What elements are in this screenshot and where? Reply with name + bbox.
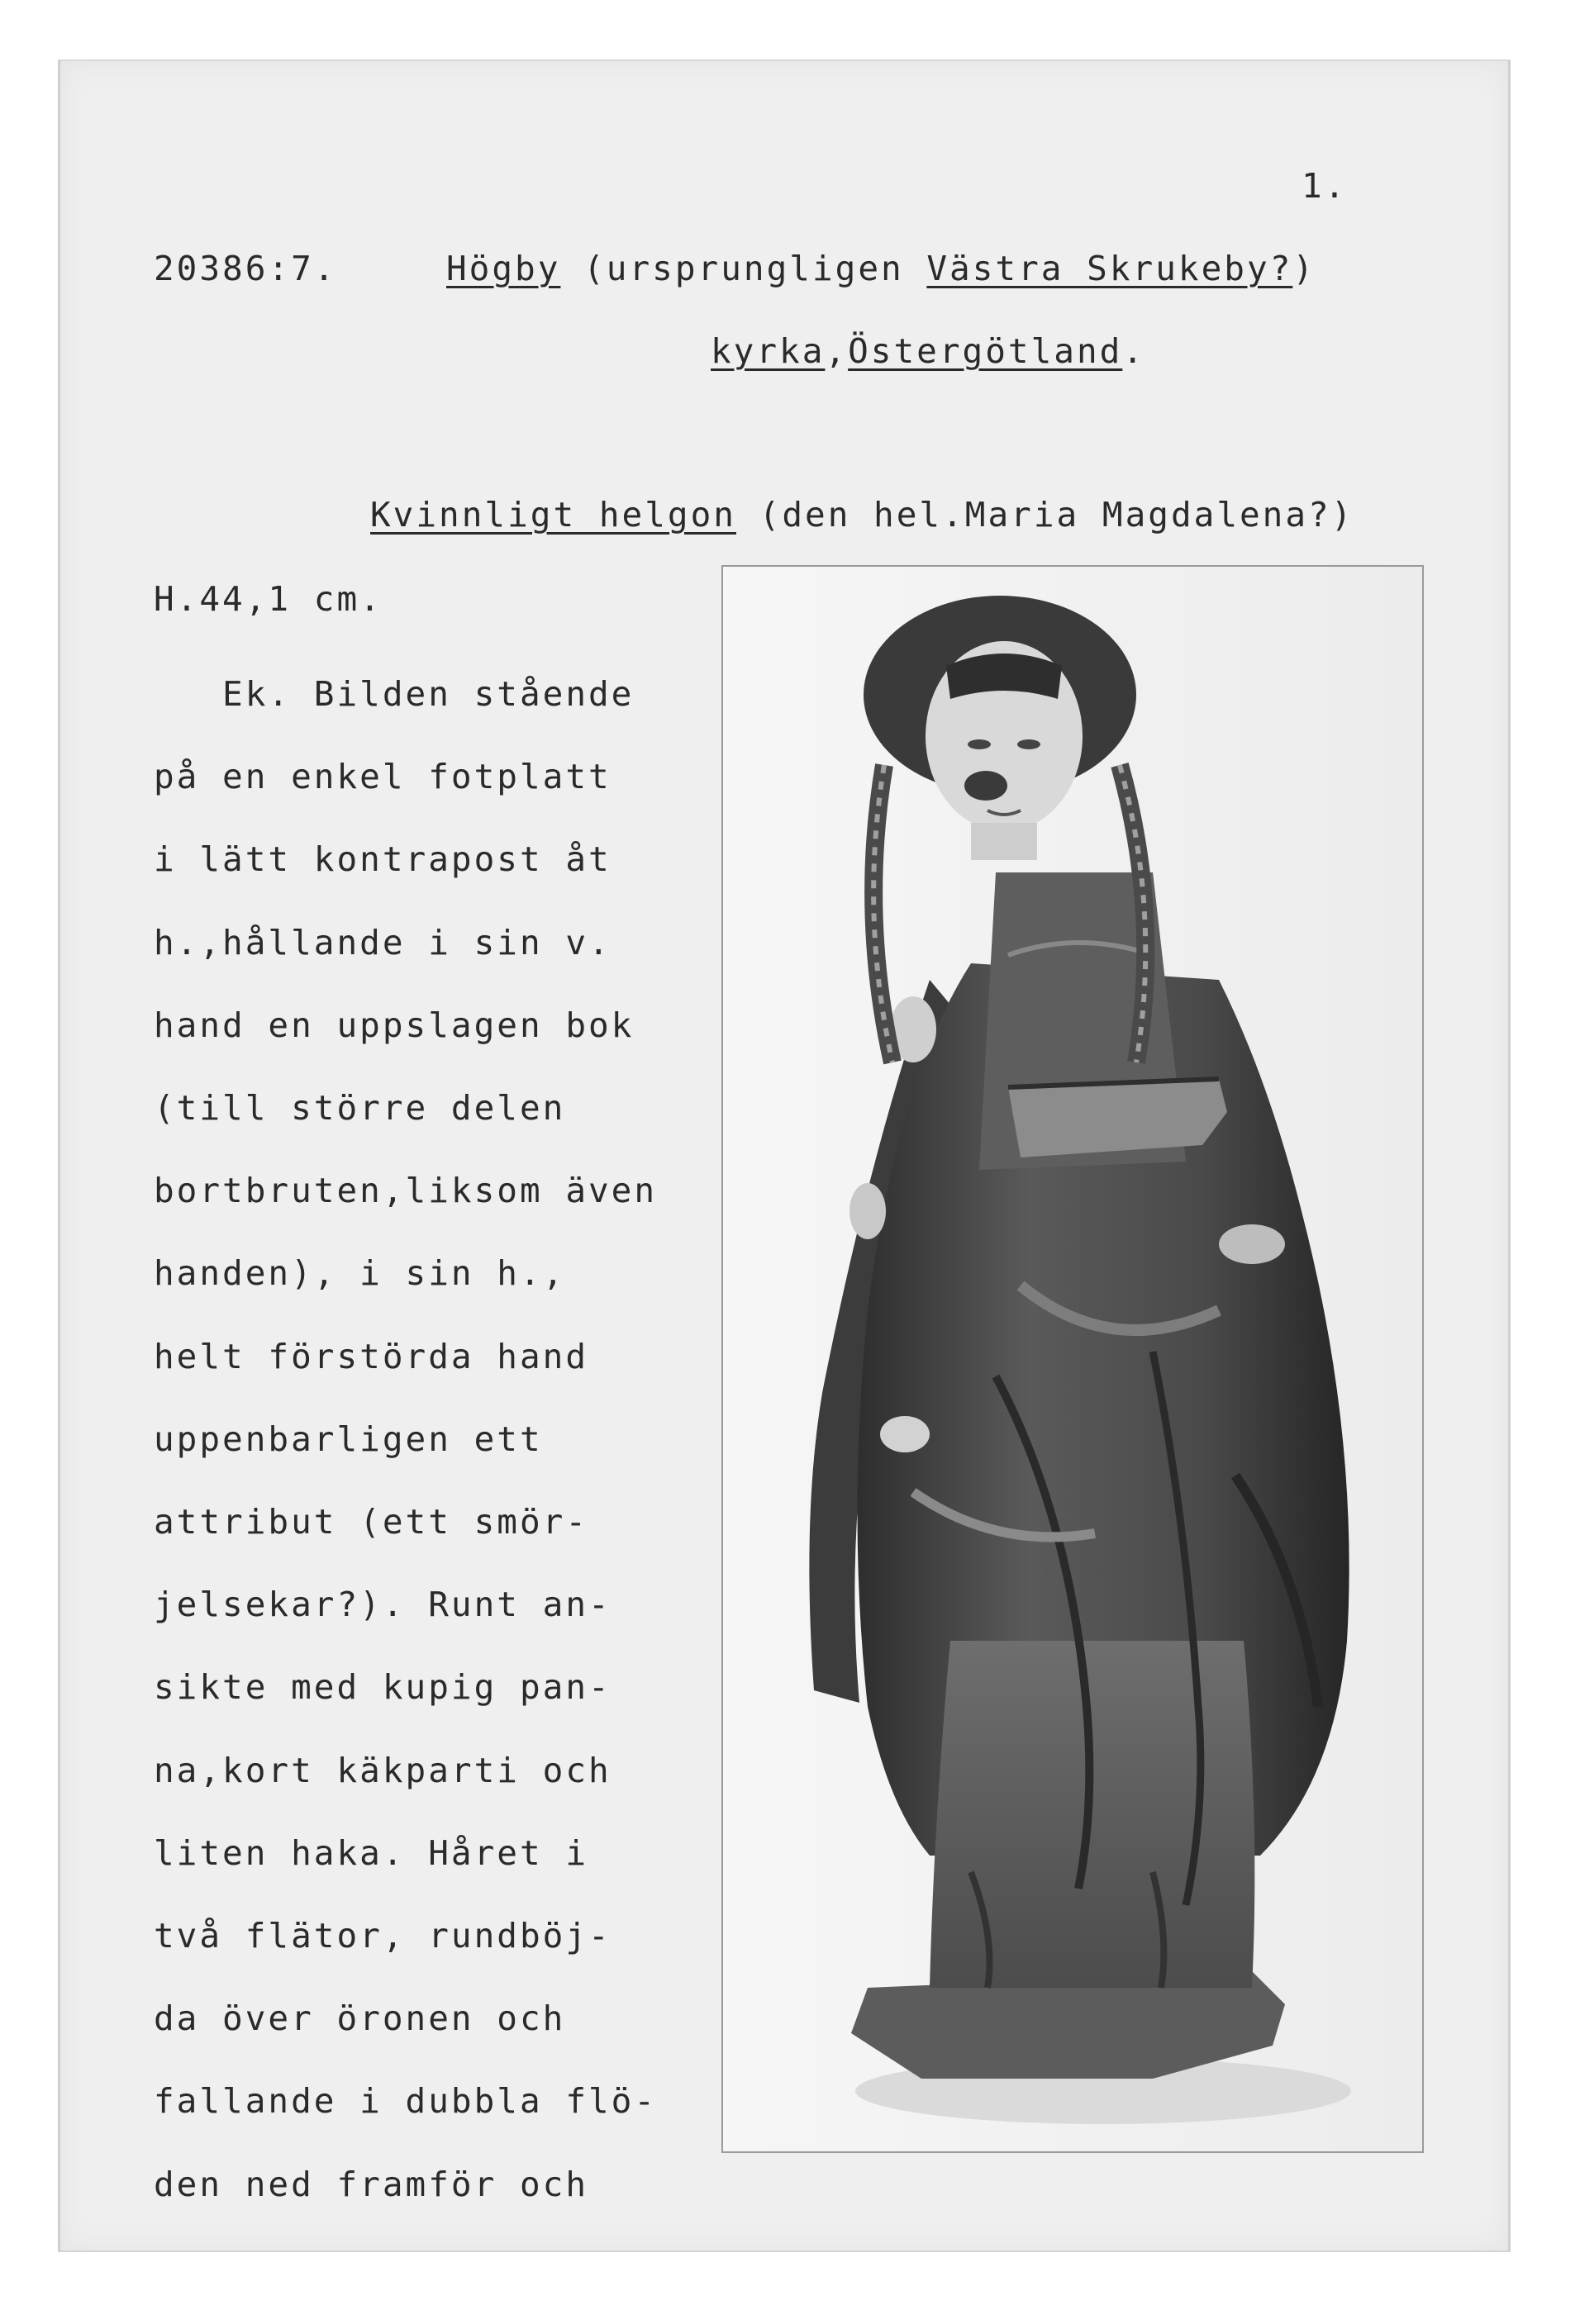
height-measurement: H.44,1 cm. (154, 579, 383, 619)
place-note-open: (ursprungligen (560, 249, 927, 288)
description-line: på en enkel fotplatt (154, 757, 612, 796)
sculpture-image (723, 567, 1422, 2151)
description-line: liten haka. Håret i (154, 1833, 588, 1873)
description-line: sikte med kupig pan- (154, 1667, 612, 1707)
subject-label: Kvinnligt helgon (370, 495, 736, 535)
description-line: i lätt kontrapost åt (154, 839, 612, 879)
description-line: uppenbarligen ett (154, 1419, 543, 1459)
description-line: na,kort käkparti och (154, 1751, 612, 1790)
page-number: 1. (1302, 166, 1348, 206)
description-line: attribut (ett smör- (154, 1502, 588, 1542)
identification-note: (den hel.Maria Magdalena?) (735, 495, 1354, 535)
church-label: kyrka (711, 331, 826, 371)
end-period: . (1122, 331, 1146, 371)
original-place-name: Västra Skrukeby? (926, 249, 1293, 288)
description-line: h.,hållande i sin v. (154, 923, 612, 962)
description-line: den ned framför och (154, 2165, 588, 2204)
location-line-2 (711, 331, 1146, 371)
place-name: Högby (446, 249, 561, 288)
description-line: jelsekar?). Runt an- (154, 1585, 612, 1624)
description-line: helt förstörda hand (154, 1337, 588, 1376)
description-line: två flätor, rundböj- (154, 1916, 612, 1956)
location-line-1 (446, 249, 1316, 288)
description-line: Ek. Bilden stående (154, 674, 635, 714)
separator: , (825, 331, 849, 371)
description-line: fallande i dubbla flö- (154, 2081, 658, 2121)
description-line: bortbruten,liksom även (154, 1171, 658, 1210)
sculpture-photograph (721, 565, 1424, 2153)
description-line: hand en uppslagen bok (154, 1005, 635, 1045)
object-title (370, 495, 1354, 535)
province-name: Östergötland (848, 331, 1123, 371)
place-note-close: ) (1292, 249, 1316, 288)
description-line: handen), i sin h., (154, 1253, 566, 1293)
description-line: (till större delen (154, 1088, 566, 1128)
catalog-number: 20386:7. (154, 249, 337, 288)
description-line: da över öronen och (154, 1998, 566, 2038)
